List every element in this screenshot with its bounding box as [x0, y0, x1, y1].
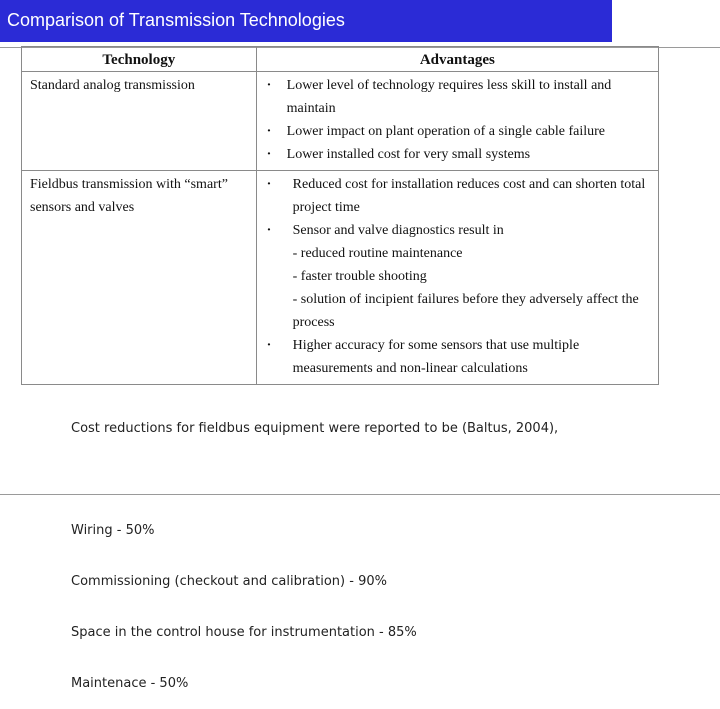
list-item: · Lower installed cost for very small systems — [265, 143, 652, 166]
list-item — [265, 173, 652, 219]
advantages-cell — [256, 72, 658, 171]
spacer — [71, 471, 558, 488]
list-item — [265, 334, 652, 380]
title-bar — [0, 0, 612, 42]
cost-notes-intro: Cost reductions for fieldbus equipment were reported to be (Baltus, 2004), — [71, 421, 559, 436]
list-item: · Lower impact on plant operation of a single cable failure — [265, 120, 652, 143]
table-row — [22, 72, 659, 171]
header-technology: Technology — [22, 47, 257, 72]
cost-note-item: Maintenace - 50% — [71, 676, 189, 691]
list-item — [265, 219, 652, 334]
sub-list — [293, 242, 652, 334]
list-item-text: Higher accuracy for some sensors that use multiple measurements and non-linear calculations — [292, 338, 580, 376]
technology-cell: Fieldbus transmission with “smart” sensors and valves — [22, 171, 257, 385]
list-item-text: Reduced cost for installation reduces cost and can shorten total project time — [292, 177, 646, 215]
slide-title: Comparison of Transmission Technologies — [7, 10, 345, 30]
table-row — [22, 171, 659, 385]
sub-list-item: - solution of incipient failures before they adversely affect the process — [292, 292, 639, 330]
sub-list-item: - reduced routine maintenance — [292, 246, 463, 261]
cost-note-item: Space in the control house for instrumentation - 85% — [71, 625, 417, 640]
cost-notes — [71, 386, 558, 709]
header-advantages: Advantages — [256, 47, 658, 72]
bottom-divider — [0, 494, 720, 495]
list-item: · Lower level of technology requires less skill to install and maintain — [265, 74, 652, 120]
table-header-row — [22, 47, 659, 72]
cost-note-item: Wiring - 50% — [71, 523, 155, 538]
technology-cell: Standard analog transmission — [22, 72, 257, 171]
list-item-text: Sensor and valve diagnostics result in — [292, 223, 504, 238]
advantages-cell — [256, 171, 658, 385]
advantages-list — [265, 173, 652, 380]
advantages-list — [265, 74, 652, 166]
cost-note-item: Commissioning (checkout and calibration) - 90% — [71, 574, 387, 589]
sub-list-item: - faster trouble shooting — [292, 269, 427, 284]
comparison-table — [21, 46, 659, 385]
